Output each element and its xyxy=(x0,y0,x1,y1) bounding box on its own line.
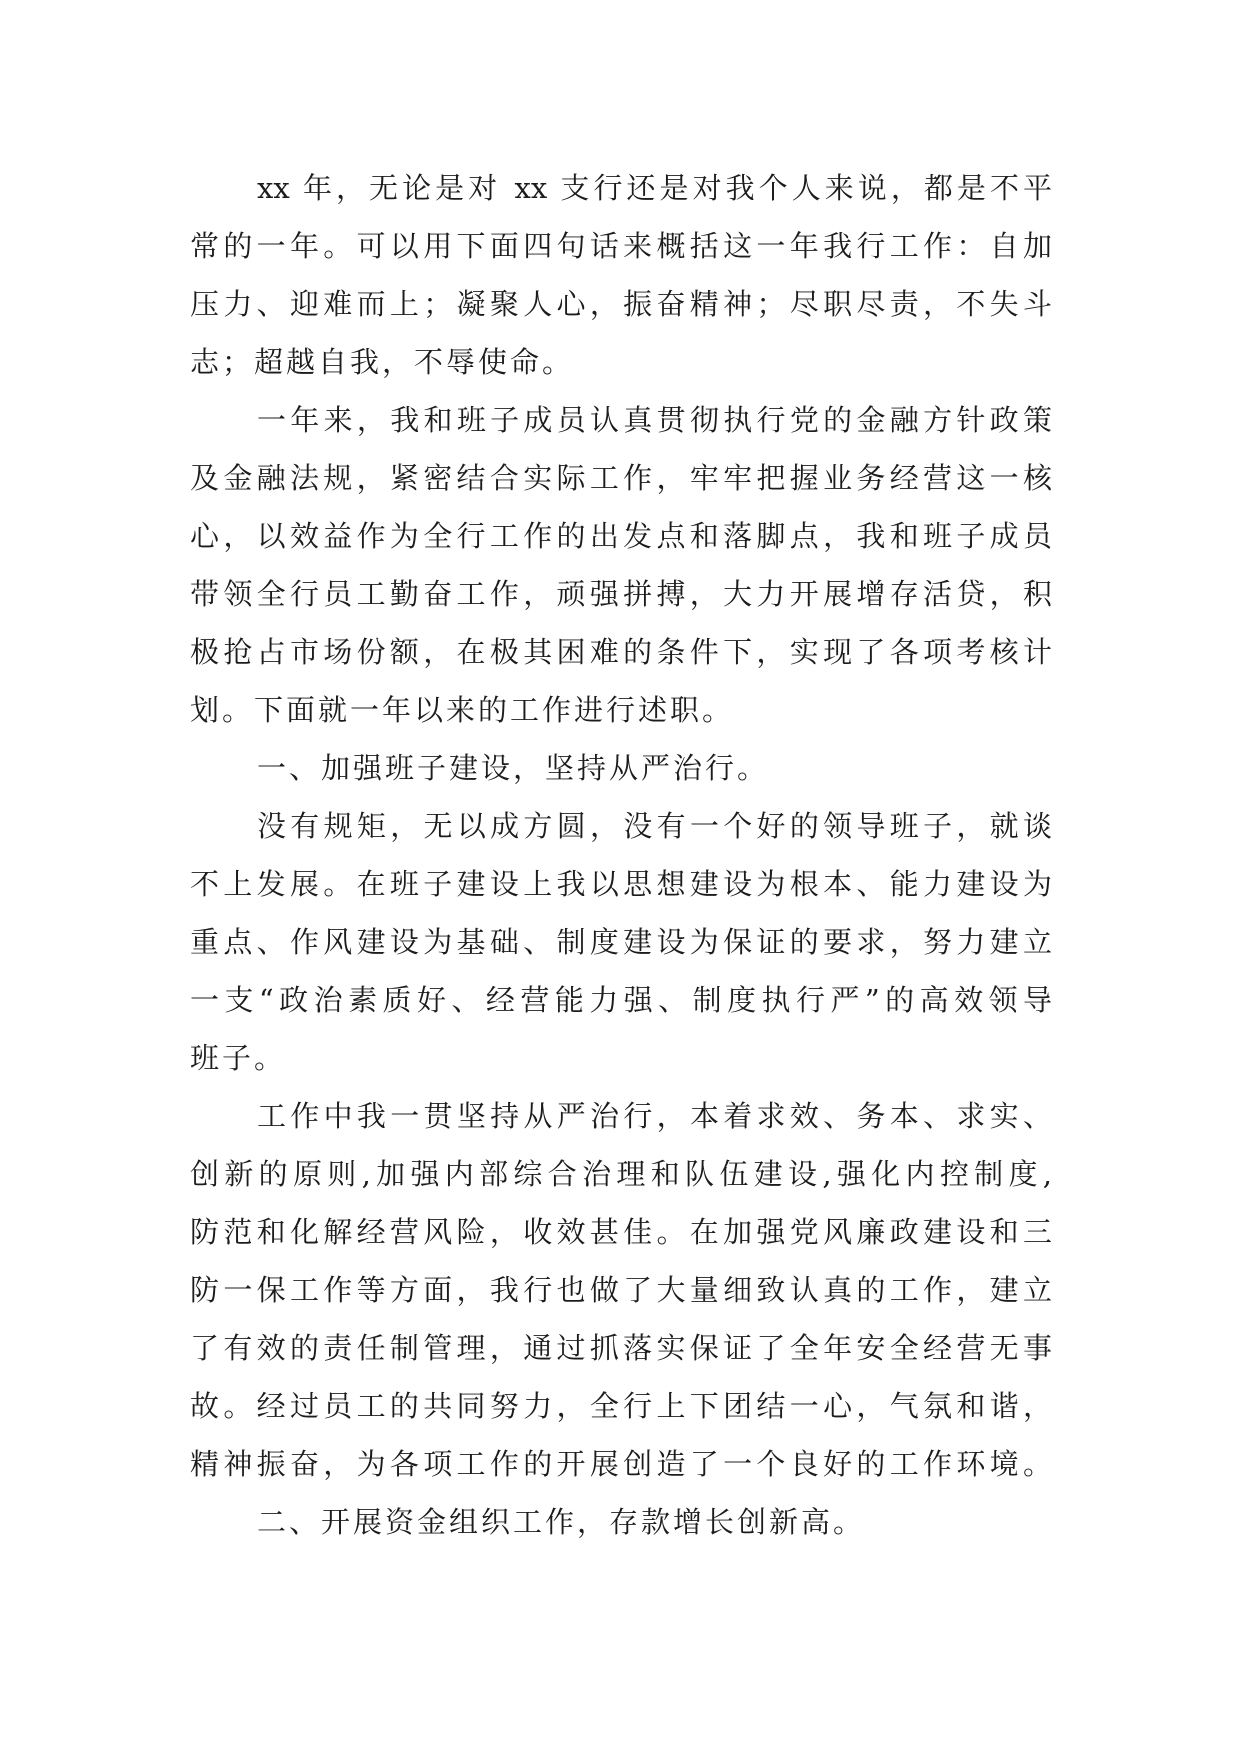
paragraph-intro xyxy=(190,159,1052,391)
text-line: 班子。 xyxy=(190,1041,287,1075)
text-line: 一年来，我和班子成员认真贯彻执行党的金融方针政策 xyxy=(257,403,1052,437)
text-line: 精神振奋，为各项工作的开展创造了一个良好的工作环境。 xyxy=(190,1447,1052,1481)
section-heading-1 xyxy=(190,739,1052,797)
text-line: 志；超越自我，不辱使命。 xyxy=(190,345,575,379)
text-line: 一、加强班子建设，坚持从严治行。 xyxy=(257,751,770,785)
text-line: 心，以效益作为全行工作的出发点和落脚点，我和班子成员 xyxy=(190,519,1052,553)
text-line: 工作中我一贯坚持从严治行，本着求效、务本、求实、 xyxy=(257,1099,1052,1133)
text-line: 带领全行员工勤奋工作，顽强拼搏，大力开展增存活贷，积 xyxy=(190,577,1052,611)
text-line: 创新的原则,加强内部综合治理和队伍建设,强化内控制度, xyxy=(190,1157,1052,1191)
text-line: 防范和化解经营风险，收效甚佳。在加强党风廉政建设和三 xyxy=(190,1215,1052,1249)
text-line: 没有规矩，无以成方圆，没有一个好的领导班子，就谈 xyxy=(257,809,1052,843)
text-line: 及金融法规，紧密结合实际工作，牢牢把握业务经营这一核 xyxy=(190,461,1052,495)
section-heading-2 xyxy=(190,1493,1052,1551)
text-line: 故。经过员工的共同努力，全行上下团结一心，气氛和谐， xyxy=(190,1389,1052,1423)
text-line: 划。下面就一年以来的工作进行述职。 xyxy=(190,693,735,727)
paragraph-overview xyxy=(190,391,1052,739)
text-line: 常的一年。可以用下面四句话来概括这一年我行工作：自加 xyxy=(190,229,1052,263)
text-line: 重点、作风建设为基础、制度建设为保证的要求，努力建立 xyxy=(190,925,1052,959)
paragraph-strict-management xyxy=(190,1087,1052,1493)
text-line: 防一保工作等方面，我行也做了大量细致认真的工作，建立 xyxy=(190,1273,1052,1307)
text-line: 压力、迎难而上；凝聚人心，振奋精神；尽职尽责，不失斗 xyxy=(190,287,1052,321)
paragraph-team-building xyxy=(190,797,1052,1087)
text-line: 极抢占市场份额，在极其困难的条件下，实现了各项考核计 xyxy=(190,635,1052,669)
text-line: xx 年，无论是对 xx 支行还是对我个人来说，都是不平 xyxy=(257,171,1052,205)
document-body xyxy=(190,159,1052,1551)
text-line: 二、开展资金组织工作，存款增长创新高。 xyxy=(257,1505,866,1539)
text-line: 了有效的责任制管理，通过抓落实保证了全年安全经营无事 xyxy=(190,1331,1052,1365)
text-line: 不上发展。在班子建设上我以思想建设为根本、能力建设为 xyxy=(190,867,1052,901)
text-line: 一支“政治素质好、经营能力强、制度执行严”的高效领导 xyxy=(190,983,1052,1017)
